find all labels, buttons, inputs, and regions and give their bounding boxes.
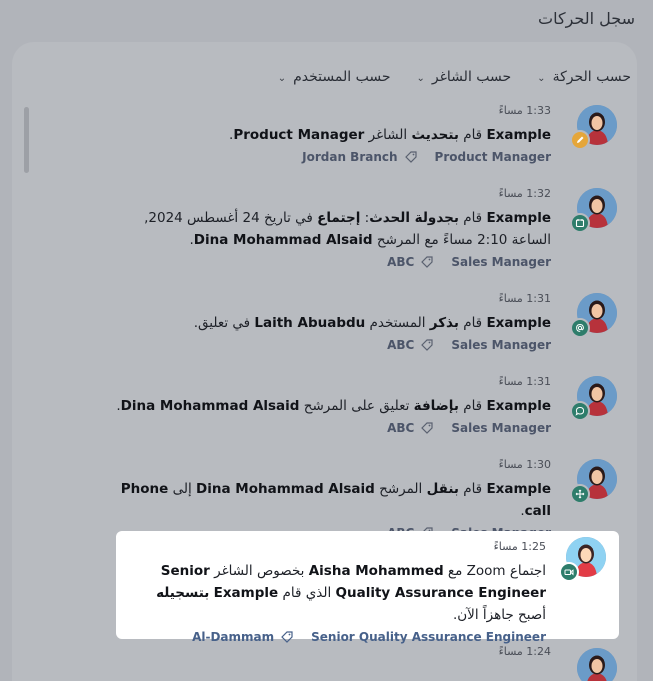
job-tag[interactable]: Sales Manager [451, 255, 551, 269]
filter-by-action[interactable] [537, 69, 631, 85]
actor-name[interactable]: Example [486, 127, 551, 143]
vacancy-link[interactable]: Senior Quality Assurance Engineer [160, 563, 546, 601]
activity-message: Example قام بذكر المستخدم Laith Abuabdu في تعليق. [193, 315, 551, 331]
candidate-link[interactable]: Dina Mohammad Alsaid [193, 232, 373, 248]
at-icon [570, 318, 590, 338]
activity-item[interactable] [113, 371, 623, 441]
user-link[interactable]: Laith Abuabdu [254, 315, 366, 331]
activity-item-active[interactable] [116, 531, 619, 644]
tag-icon [405, 151, 417, 163]
tag-icon [421, 256, 433, 268]
action-text: بتسجيله [156, 585, 210, 601]
scrollbar-thumb[interactable] [24, 107, 29, 173]
activity-message: اجتماع Zoom مع Aisha Mohammed بخصوص الشاغر Senior Quality Assurance Engineer الذي قام Example بتسجيله أصبح جاهزاً الآن. [156, 563, 546, 623]
filter-by-user[interactable] [278, 69, 391, 85]
tag-icon [281, 631, 293, 643]
video-icon [559, 562, 579, 582]
branch-tag[interactable]: Jordan Branch [302, 150, 416, 164]
filter-by-vacancy[interactable] [416, 69, 511, 85]
actor-name[interactable]: Example [486, 210, 551, 226]
activity-item[interactable] [113, 454, 623, 524]
actor-name[interactable]: Example [486, 398, 551, 414]
avatar [566, 537, 606, 577]
filter-label: حسب الحركة [552, 69, 631, 85]
job-tag[interactable]: Senior Quality Assurance Engineer [311, 630, 546, 644]
activity-item[interactable] [113, 288, 623, 358]
tag-icon [421, 422, 433, 434]
event-link[interactable]: إجتماع [317, 210, 361, 226]
avatar [577, 648, 617, 681]
branch-tag[interactable]: Al-Dammam [192, 630, 293, 644]
action-text: بإضافة [413, 398, 459, 414]
action-text: بذكر [429, 315, 459, 331]
chevron-down-icon: ⌄ [537, 72, 546, 84]
candidate-link[interactable]: Aisha Mohammed [308, 563, 444, 579]
chevron-down-icon: ⌄ [277, 72, 287, 84]
actor-name[interactable]: Example [486, 481, 551, 497]
activity-time: 1:32 مساءً [498, 187, 551, 200]
filter-label: حسب الشاغر [431, 69, 512, 85]
actor-name[interactable]: Example [486, 315, 551, 331]
activity-item[interactable] [113, 183, 623, 273]
avatar [577, 293, 617, 333]
activity-message: Example قام بجدولة الحدث: إجتماع في تاريخ 24 أغسطس 2024, الساعة 2:10 مساءً مع المرشح Dina Mohammad Alsaid. [144, 210, 551, 248]
move-icon [570, 484, 590, 504]
filter-label: حسب المستخدم [293, 69, 391, 85]
activity-message: Example قام بإضافة تعليق على المرشح Dina Mohammad Alsaid. [116, 398, 551, 414]
activity-time: 1:33 مساءً [498, 104, 551, 117]
actor-name[interactable]: Example [213, 585, 279, 601]
job-tag[interactable]: Sales Manager [451, 338, 551, 352]
activity-item[interactable] [113, 100, 623, 170]
activity-time: 1:31 مساءً [498, 375, 551, 388]
tag-icon [421, 339, 433, 351]
branch-tag[interactable]: ABC [387, 421, 433, 435]
activity-item[interactable] [113, 643, 623, 681]
avatar [577, 459, 617, 499]
job-tag[interactable]: Product Manager [434, 150, 551, 164]
candidate-link[interactable]: Dina Mohammad Alsaid [196, 481, 375, 497]
action-text: بنقل [426, 481, 459, 497]
avatar [577, 105, 617, 145]
stage-link[interactable]: Phone call [120, 481, 551, 519]
action-text: بجدولة الحدث [369, 210, 459, 226]
activity-time: 1:25 مساءً [493, 540, 546, 553]
branch-tag[interactable]: ABC [387, 338, 433, 352]
activity-message: Example قام بنقل المرشح Dina Mohammad Alsaid إلى Phone call. [120, 481, 551, 519]
calendar-icon [570, 213, 590, 233]
chevron-down-icon: ⌄ [416, 72, 425, 84]
candidate-link[interactable]: Dina Mohammad Alsaid [120, 398, 300, 414]
vacancy-link[interactable]: Product Manager [233, 127, 365, 143]
filter-bar [278, 69, 631, 85]
activity-time: 1:24 مساءً [498, 645, 551, 658]
action-text: بتحديث [411, 127, 459, 143]
comment-icon [570, 401, 590, 421]
pencil-icon [570, 130, 590, 150]
avatar [577, 376, 617, 416]
activity-time: 1:31 مساءً [498, 292, 551, 305]
activity-message: Example قام بتحديث الشاغر Product Manager. [229, 127, 551, 143]
branch-tag[interactable]: ABC [387, 255, 433, 269]
job-tag[interactable]: Sales Manager [451, 421, 551, 435]
avatar [577, 188, 617, 228]
activity-time: 1:30 مساءً [498, 458, 551, 471]
page-title: سجل الحركات [538, 9, 635, 28]
